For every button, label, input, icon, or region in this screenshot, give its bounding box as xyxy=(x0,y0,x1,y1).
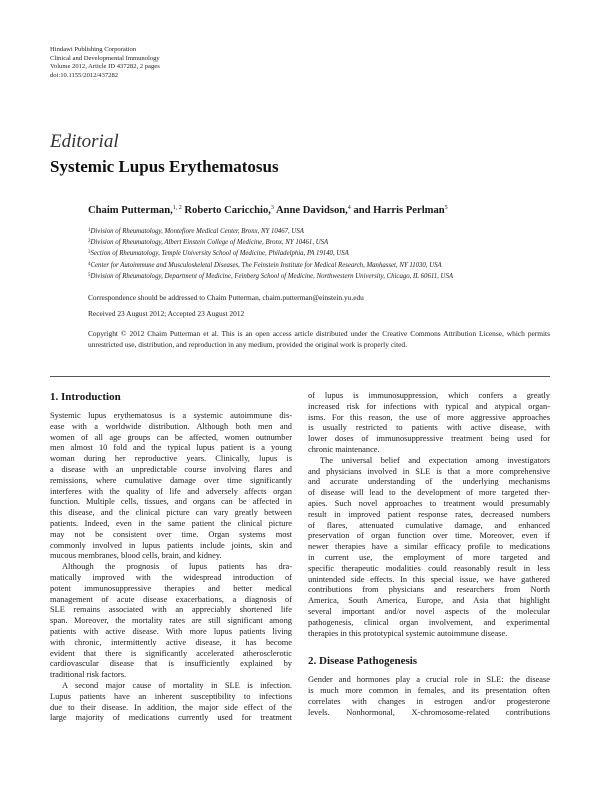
affiliation-list xyxy=(88,226,550,282)
affiliation-2: $^2$Division of Rheumatology, Albert Einstein College of Medicine, Bronx, NY 10461, USA xyxy=(88,239,329,247)
text-line: America, South America, Europe, and Asia that highlight xyxy=(308,596,550,606)
text-line: with chronic, intermittently active disease, it has become xyxy=(50,637,292,647)
text-line: patients with active disease. With more lupus patients living xyxy=(50,626,292,636)
text-line: is usually restricted to patients with active disease, with xyxy=(308,423,550,433)
text-line: mucous membranes, blood cells, brain, and kidney. xyxy=(50,551,222,561)
right-column xyxy=(308,391,550,719)
doi-link[interactable]: doi:10.1155/2012/437282 xyxy=(50,71,119,79)
text-line: in current use, the employment of more targeted and xyxy=(308,552,550,562)
text-line: several important and/or novel aspects of the molecular xyxy=(308,606,550,616)
text-line: pathogenesis, clinical organ involvement, and experimental xyxy=(308,617,550,627)
journal-header xyxy=(50,46,160,80)
text-line: and physicians involved in SLE is that a more comprehensive xyxy=(308,466,550,476)
text-line: a disease with an unpredictable course involving flares and xyxy=(50,464,292,474)
text-line: isms. For this reason, the use of more aggressive approaches xyxy=(308,412,550,422)
article-title: Systemic Lupus Erythematosus xyxy=(50,157,279,176)
text-line: SLE remains associated with an appreciably shortened life xyxy=(50,605,292,615)
introduction-heading: 1. Introduction xyxy=(50,391,121,403)
text-line: this disease, and the clinical picture can vary greatly between xyxy=(50,508,292,518)
volume-info: Volume 2012, Article ID 437282, 2 pages xyxy=(50,63,160,71)
author-1[interactable]: Chaim Putterman,$^{1, 2}$ xyxy=(88,205,182,216)
text-line: newer therapies have a similar efficacy profile to medications xyxy=(308,542,550,552)
text-line: of lupus is immunosuppression, which confers a greatly xyxy=(308,391,550,400)
received-dates: Received 23 August 2012; Accepted 23 August 2012 xyxy=(88,309,245,318)
text-line: may not be consistent over time. Organ systems most xyxy=(50,529,292,539)
text-line: The universal belief and expectation among investigators xyxy=(320,455,550,465)
introduction-body xyxy=(50,411,292,724)
text-line: potent immunosuppressive therapies and better medical xyxy=(50,583,292,593)
text-line: preservation of organ function over time. Moreover, even if xyxy=(308,531,550,541)
text-line: unintended side effects. In this special issue, we have gathered xyxy=(308,574,550,584)
correspondence-line: Correspondence should be addressed to Chaim Putterman, chaim.putterman@einstein.yu.edu xyxy=(88,293,364,302)
text-line: women of all age groups can be affected, women outnumber xyxy=(50,432,292,442)
text-line: result in improved patient response rates, decreased numbers xyxy=(308,509,550,519)
journal-name: Clinical and Developmental Immunology xyxy=(50,54,160,62)
text-line: evident that there is significantly accelerated atherosclerotic xyxy=(50,648,292,658)
text-line: increased risk for infections with typical and atypical organ- xyxy=(308,401,550,411)
text-line: apies. Such novel approaches to treatment would presumably xyxy=(308,498,550,508)
text-line: is much more common in females, and its presentation often xyxy=(308,686,550,696)
text-line: of flares, attenuated cumulative damage, and enhanced xyxy=(308,520,550,530)
author-2[interactable]: Roberto Caricchio,$^3$ xyxy=(181,205,274,216)
author-3[interactable]: Anne Davidson,$^4$ xyxy=(273,205,351,216)
text-line: span. Moreover, the mortality rates are still significant among xyxy=(50,616,292,626)
section-divider xyxy=(50,376,550,377)
text-line: cardiovascular disease that is insufficiently explained by xyxy=(50,659,292,669)
text-line: traditional risk factors. xyxy=(50,670,127,680)
text-line: woman during her reproductive years. Clinically, lupus is xyxy=(50,454,292,464)
article-type-label: Editorial xyxy=(50,131,119,152)
author-4[interactable]: and Harris Perlman$^5$ xyxy=(350,205,448,216)
copyright-notice: Copyright © 2012 Chaim Putterman et al. This is an open access article distributed under the Creative Commons Attribution License, which permits unrestricted use, distribution, and reproduction in any medium, provided the original work is properly cited. xyxy=(88,329,550,349)
text-line: A second major cause of mortality in SLE is infection. xyxy=(62,680,292,690)
text-line: men almost 10 fold and the typical lupus patient is a young xyxy=(50,443,292,453)
affiliation-3: $^3$Section of Rheumatology, Temple University School of Medicine, Philadelphia, PA 19140, USA xyxy=(88,250,349,258)
text-line: lower doses of immunosuppressive treatment being used for xyxy=(308,434,550,444)
text-line: Systemic lupus erythematosus is a systemic autoimmune dis- xyxy=(50,411,292,420)
text-line: Gender and hormones play a crucial role in SLE: the disease xyxy=(308,675,550,685)
text-line: specific therapeutic modalities could reasonably result in less xyxy=(308,563,550,573)
text-line: function. Multiple cells, tissues, and organs can be affected in xyxy=(50,497,292,507)
publisher-name: Hindawi Publishing Corporation xyxy=(50,46,137,53)
text-line: levels. Nonhormonal, X-chromosome-related contributions xyxy=(308,707,550,717)
introduction-continued-body xyxy=(308,391,550,639)
text-line: Although the prognosis of lupus patients has dra- xyxy=(62,562,292,572)
text-line: Lupus patients have an inherent susceptibility to infections xyxy=(50,691,292,701)
text-line: correlates with changes in estrogen and/or progesterone xyxy=(308,696,550,706)
text-line: remissions, where cumulative damage over time significantly xyxy=(50,475,292,485)
pathogenesis-body xyxy=(308,675,550,718)
text-line: ease with a worldwide distribution. Although both men and xyxy=(50,421,292,431)
left-column xyxy=(50,391,292,724)
text-line: due to their disease. In addition, the major side effect of the xyxy=(50,702,292,712)
affiliation-4: $^4$Center for Autoimmune and Musculoskeletal Diseases, The Feinstein Institute for Medical Research, Manhasset, NY 11030, USA xyxy=(88,261,442,269)
text-line: chronic maintenance. xyxy=(308,444,380,454)
text-line: contributions from physicians and researchers from North xyxy=(308,585,550,595)
text-line: of disease will lead to the development of more targeted ther- xyxy=(308,488,550,498)
affiliation-5: $^5$Division of Rheumatology, Department of Medicine, Feinberg School of Medicine, Northwestern University, Chicago, IL 60611, USA xyxy=(88,272,454,280)
text-line: and accurate understanding of the underlying mechanisms xyxy=(308,477,550,487)
author-list xyxy=(88,205,550,216)
affiliation-1: $^1$Division of Rheumatology, Montefiore Medical Center, Bronx, NY 10467, USA xyxy=(88,228,304,235)
text-line: commonly involved in lupus patients include joints, skin and xyxy=(50,540,292,550)
text-line: patients. Indeed, even in the same patient the clinical picture xyxy=(50,518,292,528)
text-line: management of acute disease exacerbations, a diagnosis of xyxy=(50,594,292,604)
pathogenesis-heading: 2. Disease Pathogenesis xyxy=(308,655,418,668)
text-line: matically improved with the widespread introduction of xyxy=(50,572,292,582)
text-line: therapies in this prototypical systemic autoimmune disease. xyxy=(308,628,508,638)
text-line: large majority of medications currently used for treatment xyxy=(50,713,292,723)
text-line: interferes with the quality of life and adversely affects organ xyxy=(50,486,292,496)
